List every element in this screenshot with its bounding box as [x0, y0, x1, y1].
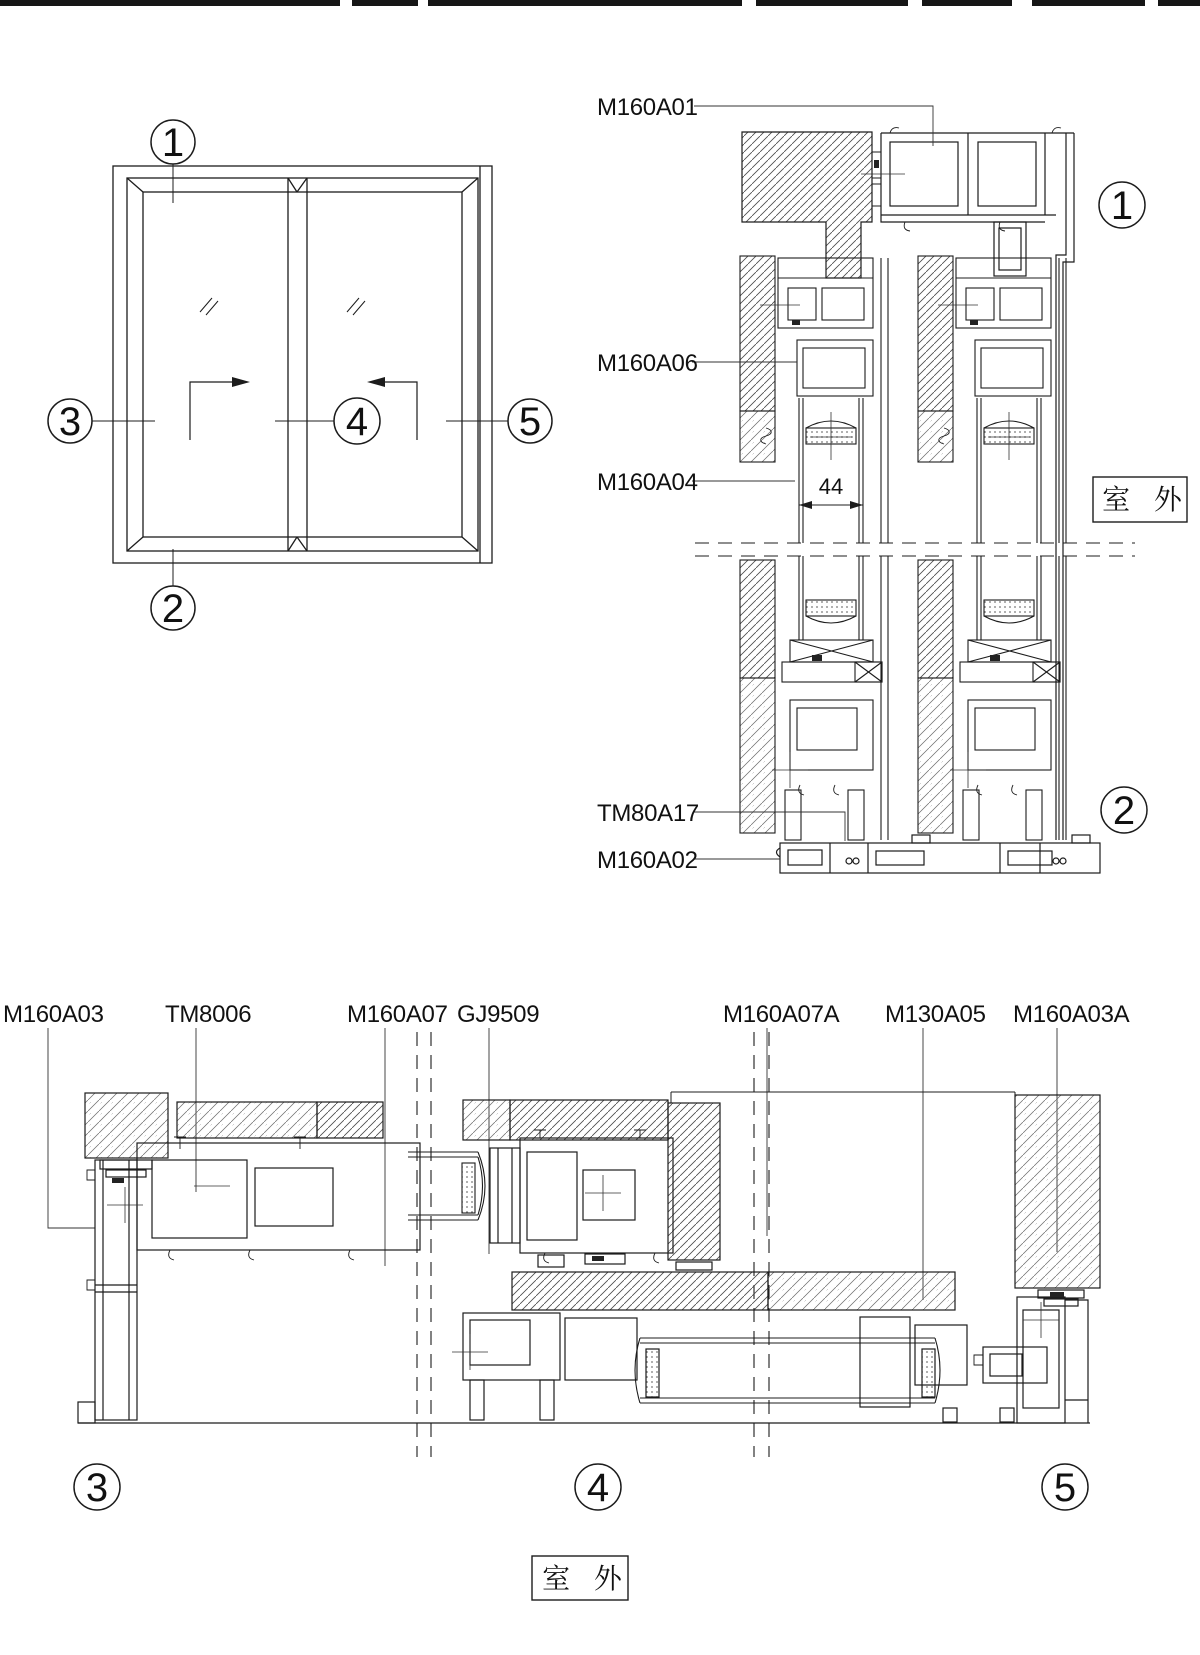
outdoor-box-bottom	[532, 1556, 630, 1600]
right-panel-section	[918, 256, 1066, 840]
glass-symbol-right	[347, 298, 365, 315]
elevation-callout-1-num: 1	[161, 121, 185, 165]
elevation-callout-3-num: 3	[58, 400, 82, 444]
label-gj9509: GJ9509	[457, 1001, 540, 1028]
slide-arrow-right-panel	[367, 377, 417, 440]
section-callout-1-num: 1	[1110, 184, 1134, 228]
horizontal-section-view	[3, 1001, 1130, 1600]
glass-dimension-44	[799, 474, 863, 516]
label-m160a02: M160A02	[597, 847, 698, 874]
plan-callout-4-num: 4	[586, 1466, 610, 1510]
elevation-view	[48, 120, 552, 631]
right-jamb-profile	[1017, 1290, 1088, 1423]
frame-face-line	[671, 1092, 1015, 1103]
section-callout-2-num: 2	[1112, 789, 1136, 833]
label-tm8006: TM8006	[165, 1001, 252, 1028]
slide-arrow-left-panel	[190, 377, 250, 440]
label-m130a05: M130A05	[885, 1001, 986, 1028]
outdoor-text-bottom: 室 外	[542, 1563, 630, 1594]
elevation-callout-4-num: 4	[345, 400, 369, 444]
label-m160a06: M160A06	[597, 350, 698, 377]
outdoor-box-right	[1093, 477, 1190, 522]
label-m160a07a: M160A07A	[723, 1001, 840, 1028]
glass-symbol-left	[200, 298, 218, 315]
dim-44-text: 44	[818, 474, 844, 499]
label-tm80a17: TM80A17	[597, 800, 699, 827]
outdoor-text-right: 室 外	[1102, 484, 1190, 515]
left-panel-section	[740, 256, 888, 840]
label-m160a01: M160A01	[597, 94, 698, 121]
top-edge-cropped-row	[0, 0, 1200, 6]
vertical-section-view	[597, 94, 1190, 874]
plan-callout-5-num: 5	[1053, 1466, 1077, 1510]
centerline-marks	[760, 305, 1030, 788]
center-mullion	[288, 178, 307, 551]
elevation-callout-2-num: 2	[161, 587, 185, 631]
window-outer-frame	[113, 166, 492, 563]
wall-blocks	[85, 1093, 1100, 1310]
sill-profile	[777, 835, 1101, 873]
break-lines-horizontal	[695, 543, 1135, 556]
label-m160a04: M160A04	[597, 469, 698, 496]
left-jamb-profile	[78, 1137, 420, 1423]
label-m160a07: M160A07	[347, 1001, 448, 1028]
elevation-callout-5-num: 5	[518, 400, 542, 444]
label-m160a03a: M160A03A	[1013, 1001, 1130, 1028]
horizontal-section-leaders	[48, 1028, 1057, 1300]
label-m160a03: M160A03	[3, 1001, 104, 1028]
plan-callout-3-num: 3	[85, 1466, 109, 1510]
right-panel-profiles	[463, 1313, 1047, 1422]
